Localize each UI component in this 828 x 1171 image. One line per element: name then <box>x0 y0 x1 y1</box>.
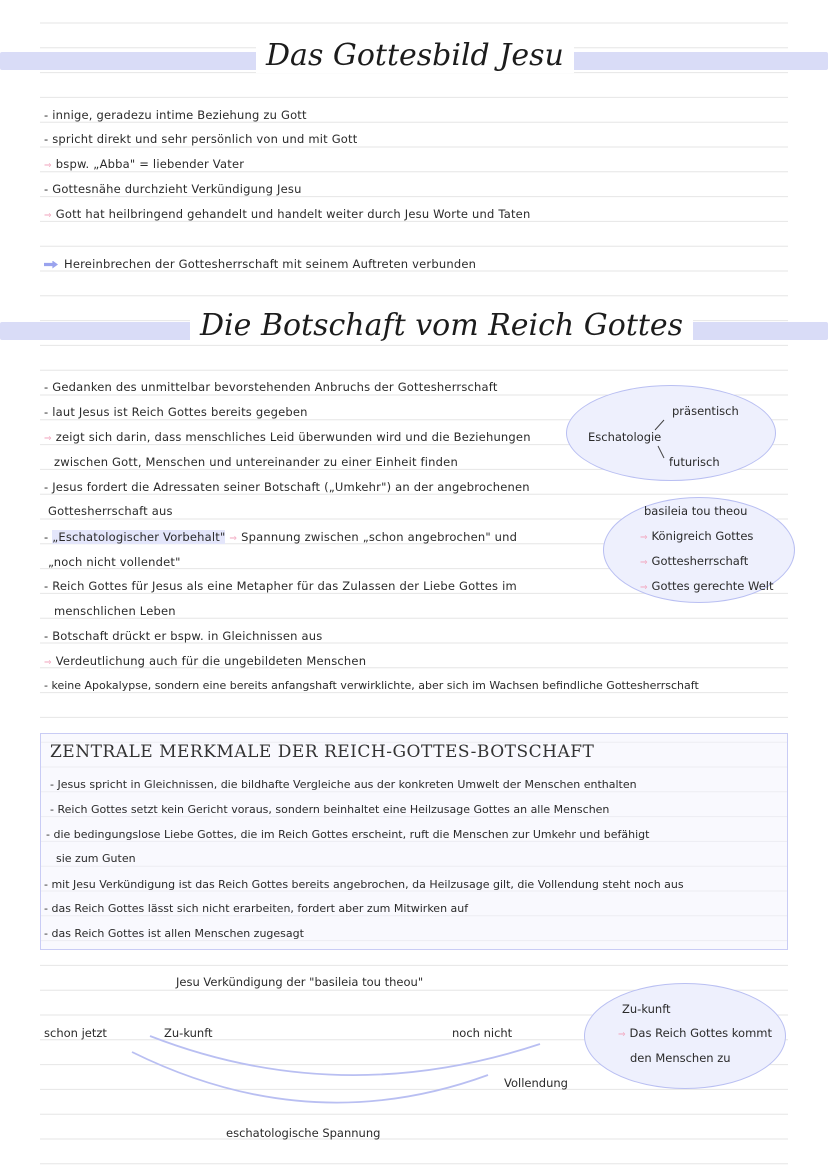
text-line: - laut Jesus ist Reich Gottes bereits gegeben <box>44 405 308 419</box>
implies-arrow-icon: ⇒ <box>640 558 648 568</box>
basileia-item: ⇒ Gottes gerechte Welt <box>640 579 774 593</box>
text-line: - keine Apokalypse, sondern eine bereits anfangshaft verwirklichte, aber sich im Wachsen befindliche Gottesherrschaft <box>44 679 699 692</box>
text-line: zwischen Gott, Menschen und untereinander zu einer Einheit finden <box>54 455 458 469</box>
merkmale-title: ZENTRALE MERKMALE DER REICH-GOTTES-BOTSCHAFT <box>50 742 595 762</box>
text-line: - Jesus spricht in Gleichnissen, die bildhafte Vergleiche aus der konkreten Umwelt der Menschen enthalten <box>50 778 637 791</box>
text-line: - Botschaft drückt er bspw. in Gleichnissen aus <box>44 629 323 643</box>
text-line: - Gottesnähe durchzieht Verkündigung Jesu <box>44 182 302 196</box>
basileia-item: ⇒ Königreich Gottes <box>640 529 754 543</box>
text-line: - „Eschatologischer Vorbehalt" ⇒ Spannung zwischen „schon angebrochen" und <box>44 530 518 544</box>
text-line: Gottesherrschaft aus <box>48 504 173 518</box>
section-title-gottesbild: Das Gottesbild Jesu <box>256 38 574 73</box>
implies-arrow-icon: ⇒ <box>44 161 52 171</box>
spannung-label: eschatologische Spannung <box>226 1126 381 1140</box>
text-line: - Jesus fordert die Adressaten seiner Botschaft („Umkehr") an der angebrochenen <box>44 480 530 494</box>
implies-arrow-icon: ⇒ <box>44 658 52 668</box>
implies-arrow-icon: ⇒ <box>229 534 238 544</box>
text-line: ⇒ bspw. „Abba" = liebender Vater <box>44 157 245 171</box>
implies-arrow-icon: ⇒ <box>618 1030 626 1040</box>
section-title-reich-gottes: Die Botschaft vom Reich Gottes <box>190 308 693 343</box>
schon-jetzt-label: schon jetzt <box>44 1026 107 1040</box>
highlighted-term: „Eschatologischer Vorbehalt" <box>52 530 226 544</box>
noch-nicht-label: noch nicht <box>452 1026 513 1040</box>
text-line: ⇒ zeigt sich darin, dass menschliches Leid überwunden wird und die Beziehungen <box>44 430 531 444</box>
text-line: - spricht direkt und sehr persönlich von und mit Gott <box>44 132 358 146</box>
text-line: sie zum Guten <box>56 852 136 865</box>
conclusion-line: Hereinbrechen der Gottesherrschaft mit seinem Auftreten verbunden <box>44 257 476 271</box>
text-line: - innige, geradezu intime Beziehung zu Gott <box>44 108 307 122</box>
praesentisch-label: präsentisch <box>672 404 739 418</box>
text-line: - Gedanken des unmittelbar bevorstehenden Anbruchs der Gottesherrschaft <box>44 380 498 394</box>
implies-arrow-icon: ⇒ <box>640 533 648 543</box>
text-line: „noch nicht vollendet" <box>48 555 181 569</box>
text-line: - Reich Gottes setzt kein Gericht voraus, sondern beinhaltet eine Heilzusage Gottes an alle Menschen <box>50 803 610 816</box>
implies-arrow-icon: ⇒ <box>640 583 648 593</box>
basileia-title: basileia tou theou <box>644 504 748 518</box>
text-line: ⇒ Gott hat heilbringend gehandelt und handelt weiter durch Jesu Worte und Taten <box>44 207 531 221</box>
basileia-item: ⇒ Gottesherrschaft <box>640 554 749 568</box>
futurisch-label: futurisch <box>669 455 720 469</box>
text-line: - Reich Gottes für Jesus als eine Metapher für das Zulassen der Liebe Gottes im <box>44 579 517 593</box>
text-line: menschlichen Leben <box>54 604 176 618</box>
zukunft-bubble-title: Zu-kunft <box>622 1002 671 1016</box>
zukunft-bubble-line: ⇒ Das Reich Gottes kommt <box>618 1026 772 1040</box>
implies-arrow-icon: ⇒ <box>44 211 52 221</box>
text-line: - die bedingungslose Liebe Gottes, die im Reich Gottes erscheint, ruft die Menschen zur Umkehr und befähigt <box>46 828 650 841</box>
implies-arrow-icon: ⇒ <box>44 434 52 444</box>
zukunft-label: Zu-kunft <box>164 1026 213 1040</box>
text-line: - das Reich Gottes lässt sich nicht erarbeiten, fordert aber zum Mitwirken auf <box>44 902 469 915</box>
text-line: - mit Jesu Verkündigung ist das Reich Gottes bereits angebrochen, da Heilzusage gilt, die Vollendung steht noch aus <box>44 878 684 891</box>
eschatologie-label: Eschatologie <box>588 430 662 444</box>
vollendung-label: Vollendung <box>504 1076 568 1090</box>
zukunft-bubble-line: den Menschen zu <box>630 1051 731 1065</box>
diagram-heading: Jesu Verkündigung der "basileia tou theou" <box>176 975 424 989</box>
text-line: - das Reich Gottes ist allen Menschen zugesagt <box>44 927 304 940</box>
text-line: ⇒ Verdeutlichung auch für die ungebildeten Menschen <box>44 654 367 668</box>
